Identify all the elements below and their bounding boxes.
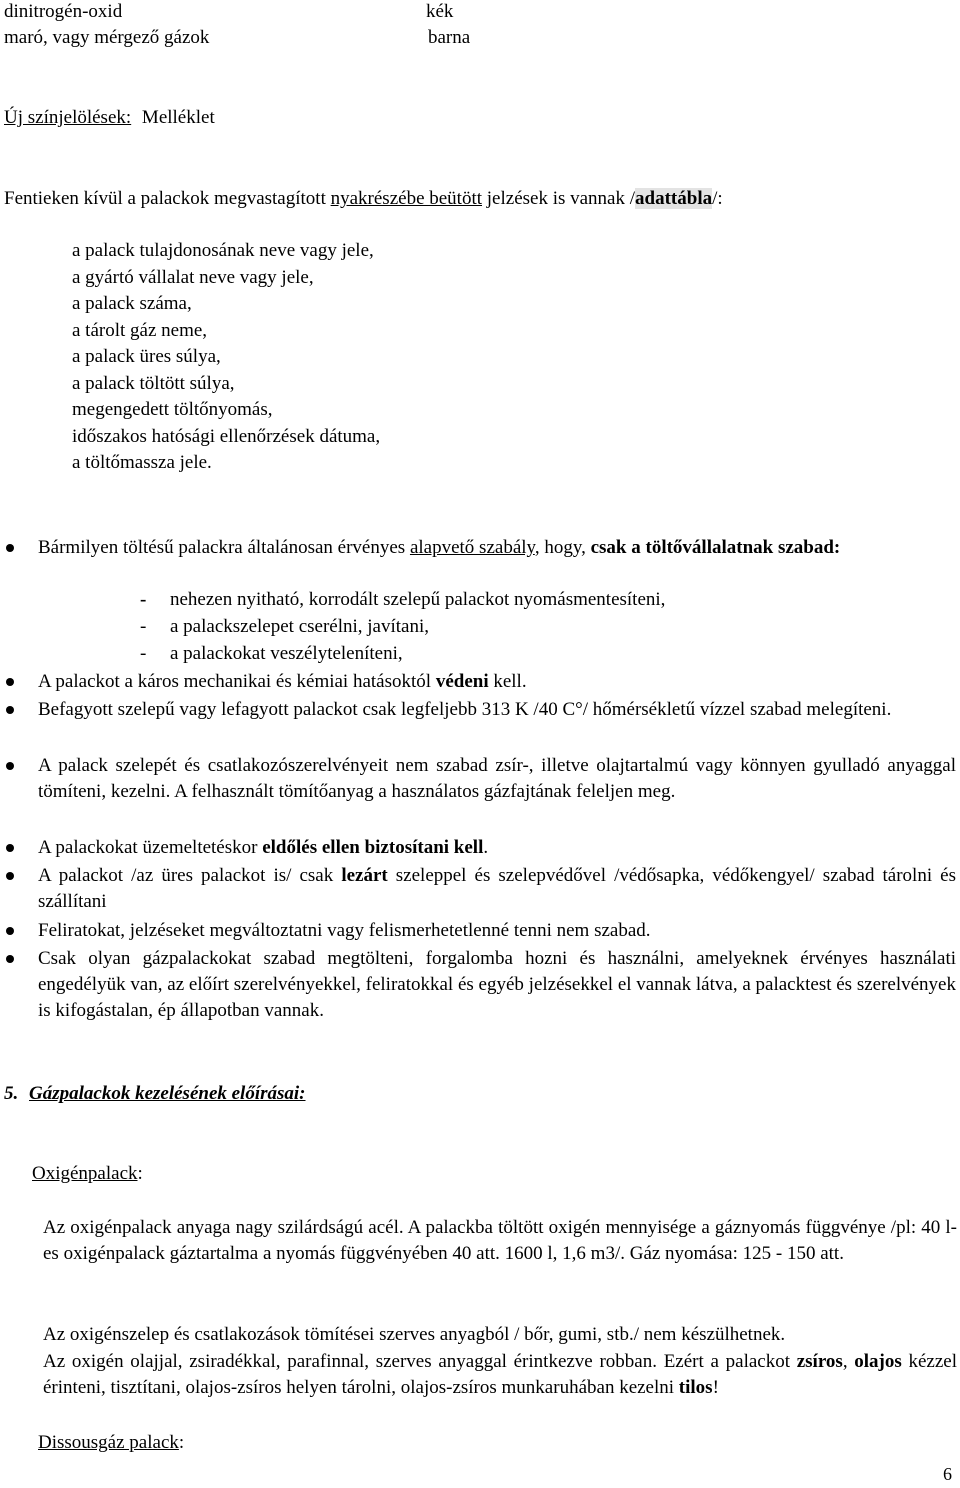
- dash-item-1: [140, 587, 665, 613]
- dash-text: nehezen nyitható, korrodált szelepű palackot nyomásmentesíteni,: [170, 589, 666, 610]
- marking-item: megengedett töltőnyomás,: [72, 399, 273, 420]
- intro-text-e: /:: [712, 188, 723, 209]
- markings-list: [72, 238, 380, 477]
- new-colors-heading: [4, 105, 215, 131]
- oxy3-bold-2: olajos: [854, 1351, 902, 1372]
- bullet-icon: [6, 706, 14, 714]
- dash-mark: -: [140, 589, 147, 610]
- marking-item: a palack száma,: [72, 293, 192, 314]
- rule-text-1: [38, 535, 956, 561]
- rule-text-8: Csak olyan gázpalackokat szabad megtölteni, forgalomba hozni és használni, amelyeknek érvényes használati engedélyük van, az előírt szerelvényekkel, feliratokkal és egyéb jelzésekkel el vannak látva, a palacktest és szerelvények is kifogástalan, ép állapotban vannak.: [38, 948, 956, 1021]
- dissous-heading-colon: :: [178, 1432, 185, 1453]
- rule5-c: .: [483, 837, 489, 858]
- dissous-heading: [38, 1430, 184, 1456]
- new-colors-suffix: Melléklet: [141, 107, 215, 128]
- rule-text-2: [38, 669, 956, 695]
- intro-underlined: nyakrészébe beütött: [330, 188, 483, 209]
- rule5-a: A palackokat üzemeltetéskor: [38, 837, 263, 858]
- rule5-bold: eldőlés ellen biztosítani kell: [262, 837, 484, 858]
- marking-item: időszakos hatósági ellenőrzések dátuma,: [72, 425, 381, 447]
- rule-text-6: [38, 863, 956, 915]
- oxygen-paragraph-2: Az oxigénszelep és csatlakozások tömítései szerves anyagból / bőr, gumi, stb./ nem készülhetnek.: [43, 1324, 786, 1345]
- rule2-a: A palackot a káros mechanikai és kémiai hatásoktól: [38, 671, 436, 692]
- dash-mark: -: [140, 616, 147, 637]
- dash-text: a palackszelepet cserélni, javítani,: [170, 616, 430, 637]
- bullet-icon: [6, 872, 14, 880]
- top-row-value-1: kék: [426, 1, 454, 22]
- intro-highlight: adattábla: [635, 188, 713, 209]
- dissous-heading-text: Dissousgáz palack: [38, 1432, 179, 1453]
- marking-item: a tárolt gáz neme,: [72, 319, 208, 341]
- new-colors-prefix: Új színjelölések:: [4, 107, 132, 128]
- oxy3-a: Az oxigén olajjal, zsiradékkal, parafinnal, szerves anyaggal érintkezve robban. Ezért a palackot: [43, 1351, 797, 1372]
- rules-list: [0, 535, 960, 1035]
- oxy3-e: kézzel érinteni, tisztítani, olajos-zsíros helyen tárolni, olajos-zsíros munkaruhában kezelni: [43, 1351, 958, 1398]
- oxygen-heading: [32, 1161, 143, 1187]
- bullet-icon: [6, 955, 14, 963]
- rule2-c: kell.: [488, 671, 527, 692]
- section-title: Gázpalackok kezelésének előírásai:: [29, 1083, 306, 1104]
- dash-item-3: [140, 641, 403, 667]
- rule1-c: , hogy,: [534, 537, 591, 558]
- rule1-underlined: alapvető szabály: [409, 537, 535, 558]
- marking-item: a gyártó vállalat neve vagy jele,: [72, 266, 314, 288]
- marking-item: a palack töltött súlya,: [72, 372, 235, 394]
- rule-text-5: [38, 835, 956, 861]
- dash-mark: -: [140, 643, 147, 664]
- marking-item: a töltőmassza jele.: [72, 452, 212, 473]
- rule-text-4: A palack szelepét és csatlakozószerelvényeit nem szabad zsír-, illetve olajtartalmú vagy könnyen gyulladó anyaggal tömíteni, kezelni. A felhasznált tömítőanyag a használatos gázfajtának feleljen meg.: [38, 755, 956, 802]
- marking-item: a palack üres súlya,: [72, 346, 221, 367]
- rule2-bold: védeni: [435, 671, 489, 692]
- bullet-icon: [6, 544, 14, 552]
- oxy3-c: ,: [842, 1351, 855, 1372]
- rule1-a: Bármilyen töltésű palackra általánosan érvényes: [38, 537, 410, 558]
- top-row-label-2: maró, vagy mérgező gázok: [4, 27, 210, 48]
- rule1-bold: csak a töltővállalatnak szabad:: [590, 537, 841, 558]
- section-5-heading: [4, 1081, 306, 1107]
- rule6-bold: lezárt: [341, 865, 388, 886]
- page-number: 6: [943, 1464, 952, 1484]
- oxygen-heading-colon: :: [137, 1163, 143, 1184]
- oxygen-paragraph-1: Az oxigénpalack anyaga nagy szilárdságú acél. A palackba töltött oxigén mennyisége a gáznyomás függvénye /pl: 40 l-es oxigénpalack gáztartalma a nyomás függvényében 40 att. 1600 l, 1,6 m3/. Gáz nyomása: 125 - 150 att.: [43, 1217, 957, 1264]
- bullet-icon: [6, 844, 14, 852]
- intro-text-c: jelzések is vannak /: [482, 188, 636, 209]
- rule6-a: A palackot /az üres palackot is/ csak: [38, 865, 342, 886]
- intro-line: [4, 186, 723, 212]
- rule6-c: szeleppel és szelepvédővel /védősapka, védőkengyel/ szabad tárolni és szállítani: [38, 865, 957, 912]
- rule-text-7: Feliratokat, jelzéseket megváltoztatni vagy felismerhetetlenné tenni nem szabad.: [38, 920, 651, 941]
- top-row-label-1: dinitrogén-oxid: [4, 1, 123, 22]
- bullet-icon: [6, 678, 14, 686]
- oxygen-paragraph-3: [43, 1349, 957, 1401]
- intro-text-a: Fentieken kívül a palackok megvastagított: [4, 188, 331, 209]
- section-number: 5.: [4, 1083, 19, 1104]
- oxy3-bold-1: zsíros: [796, 1351, 843, 1372]
- oxy3-bold-3: tilos: [678, 1377, 713, 1398]
- marking-item: a palack tulajdonosának neve vagy jele,: [72, 240, 374, 261]
- dash-item-2: [140, 614, 429, 640]
- oxygen-heading-text: Oxigénpalack: [32, 1163, 138, 1184]
- oxy3-g: !: [712, 1377, 719, 1398]
- bullet-icon: [6, 762, 14, 770]
- dash-text: a palackokat veszélyteleníteni,: [170, 643, 403, 664]
- top-row-value-2: barna: [428, 27, 471, 48]
- bullet-icon: [6, 927, 14, 935]
- rule-text-3: Befagyott szelepű vagy lefagyott palackot csak legfeljebb 313 K /40 C°/ hőmérsékletű vízzel szabad melegíteni.: [38, 699, 892, 720]
